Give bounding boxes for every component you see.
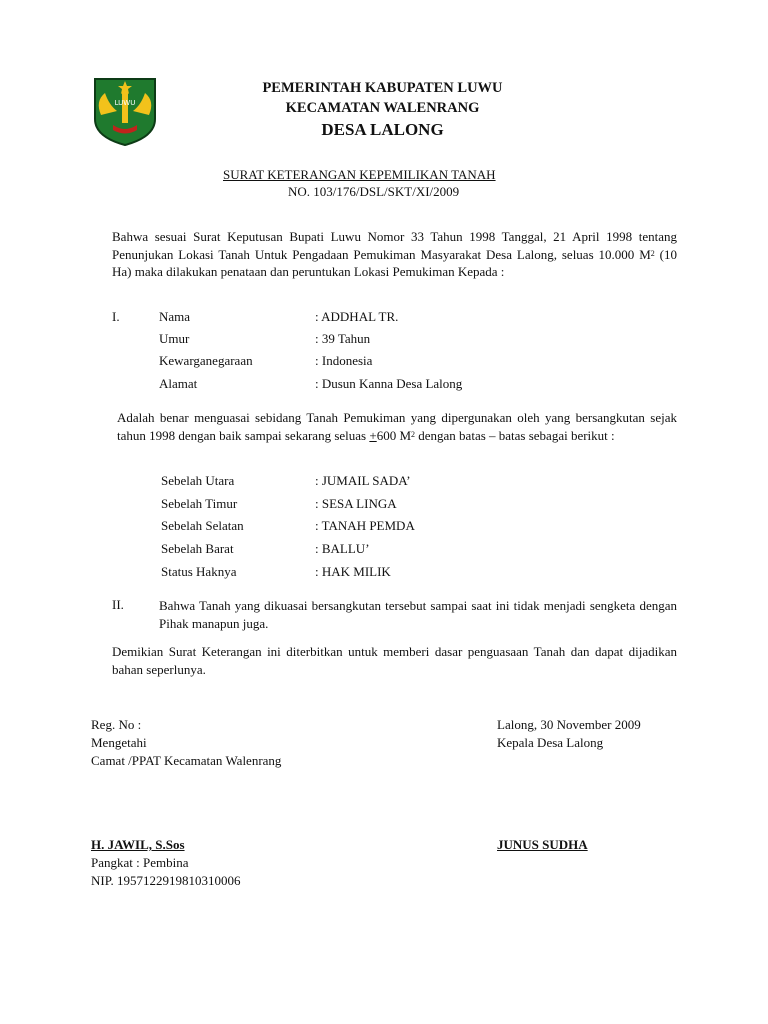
camat-rank: Pangkat : Pembina	[91, 855, 189, 870]
plus-minus-symbol: +	[369, 427, 377, 443]
boundary-value-status: : HAK MILIK	[315, 564, 391, 579]
field-label-nama: Nama	[159, 309, 191, 324]
village-head-name: JUNUS SUDHA	[497, 837, 588, 852]
ownership-paragraph	[117, 409, 677, 444]
section2-numeral: II.	[112, 597, 124, 612]
boundary-value-utara: : JUMAIL SADA’	[315, 473, 411, 488]
section2-paragraph: Bahwa Tanah yang dikuasai bersangkutan tersebut sampai saat ini tidak menjadi sengketa dengan Pihak manapun juga.	[159, 598, 677, 631]
boundary-label-timur: Sebelah Timur	[161, 496, 238, 511]
ownership-area: 600 M	[376, 427, 412, 443]
boundary-value-selatan: : TANAH PEMDA	[315, 518, 415, 533]
field-value-nama: : ADDHAL TR.	[315, 309, 399, 324]
ownership-text-2: dengan batas – batas sebagai berikut :	[415, 427, 615, 443]
field-value-kewarganegaraan: : Indonesia	[315, 353, 373, 368]
intro-sup: 2	[650, 248, 655, 258]
boundary-label-status: Status Haknya	[161, 564, 237, 579]
letter-date: Lalong, 30 November 2009	[497, 717, 641, 732]
letter-number: NO. 103/176/DSL/SKT/XI/2009	[288, 184, 460, 199]
boundary-label-barat: Sebelah Barat	[161, 541, 234, 556]
mengetahui-label: Mengetahi	[91, 735, 147, 750]
field-label-alamat: Alamat	[159, 376, 198, 391]
closing-paragraph: Demikian Surat Keterangan ini diterbitkan untuk memberi dasar penguasaan Tanah dan dapat dijadikan bahan seperlunya.	[112, 644, 677, 677]
field-label-umur: Umur	[159, 331, 190, 346]
village-head-position: Kepala Desa Lalong	[497, 735, 604, 750]
intro-text-2: (10 Ha) maka dilakukan penataan dan peruntukan Lokasi Pemukiman Kepada :	[112, 246, 677, 279]
logo-text: LUWU	[114, 99, 136, 107]
boundary-value-barat: : BALLU’	[315, 541, 370, 556]
camat-office: Camat /PPAT Kecamatan Walenrang	[91, 753, 282, 768]
header-line2: KECAMATAN WALENRANG	[285, 100, 480, 116]
boundary-label-selatan: Sebelah Selatan	[161, 518, 244, 533]
letter-title: SURAT KETERANGAN KEPEMILIKAN TANAH	[223, 167, 496, 182]
header-line1: PEMERINTAH KABUPATEN LUWU	[262, 80, 503, 96]
section1-numeral: I.	[112, 309, 120, 324]
ownership-sup: 2	[411, 429, 416, 439]
field-label-kewarganegaraan: Kewarganegaraan	[159, 353, 253, 368]
camat-name: H. JAWIL, S.Sos	[91, 837, 185, 852]
reg-number: Reg. No :	[91, 717, 142, 732]
ownership-text-1: Adalah benar menguasai sebidang Tanah Pemukiman yang dipergunakan oleh yang bersangkutan sejak tahun 1998 dengan baik sampai sekarang seluas	[117, 410, 677, 443]
intro-text-1: Bahwa sesuai Surat Keputusan Bupati Luwu Nomor 33 Tahun 1998 Tanggal, 21 April 1998 tentang Penunjukan Lokasi Tanah Untuk Pengadaan Pemukiman Masyarakat Desa Lalong, seluas 10.000 M	[112, 229, 677, 262]
header-line3: DESA LALONG	[321, 120, 444, 139]
boundary-label-utara: Sebelah Utara	[161, 473, 235, 488]
field-value-alamat: : Dusun Kanna Desa Lalong	[315, 376, 463, 391]
camat-nip: NIP. 1957122919810310006	[91, 873, 241, 888]
intro-paragraph	[112, 228, 677, 281]
regency-logo	[91, 75, 159, 147]
field-value-umur: : 39 Tahun	[315, 331, 371, 346]
boundary-value-timur: : SESA LINGA	[315, 496, 397, 511]
